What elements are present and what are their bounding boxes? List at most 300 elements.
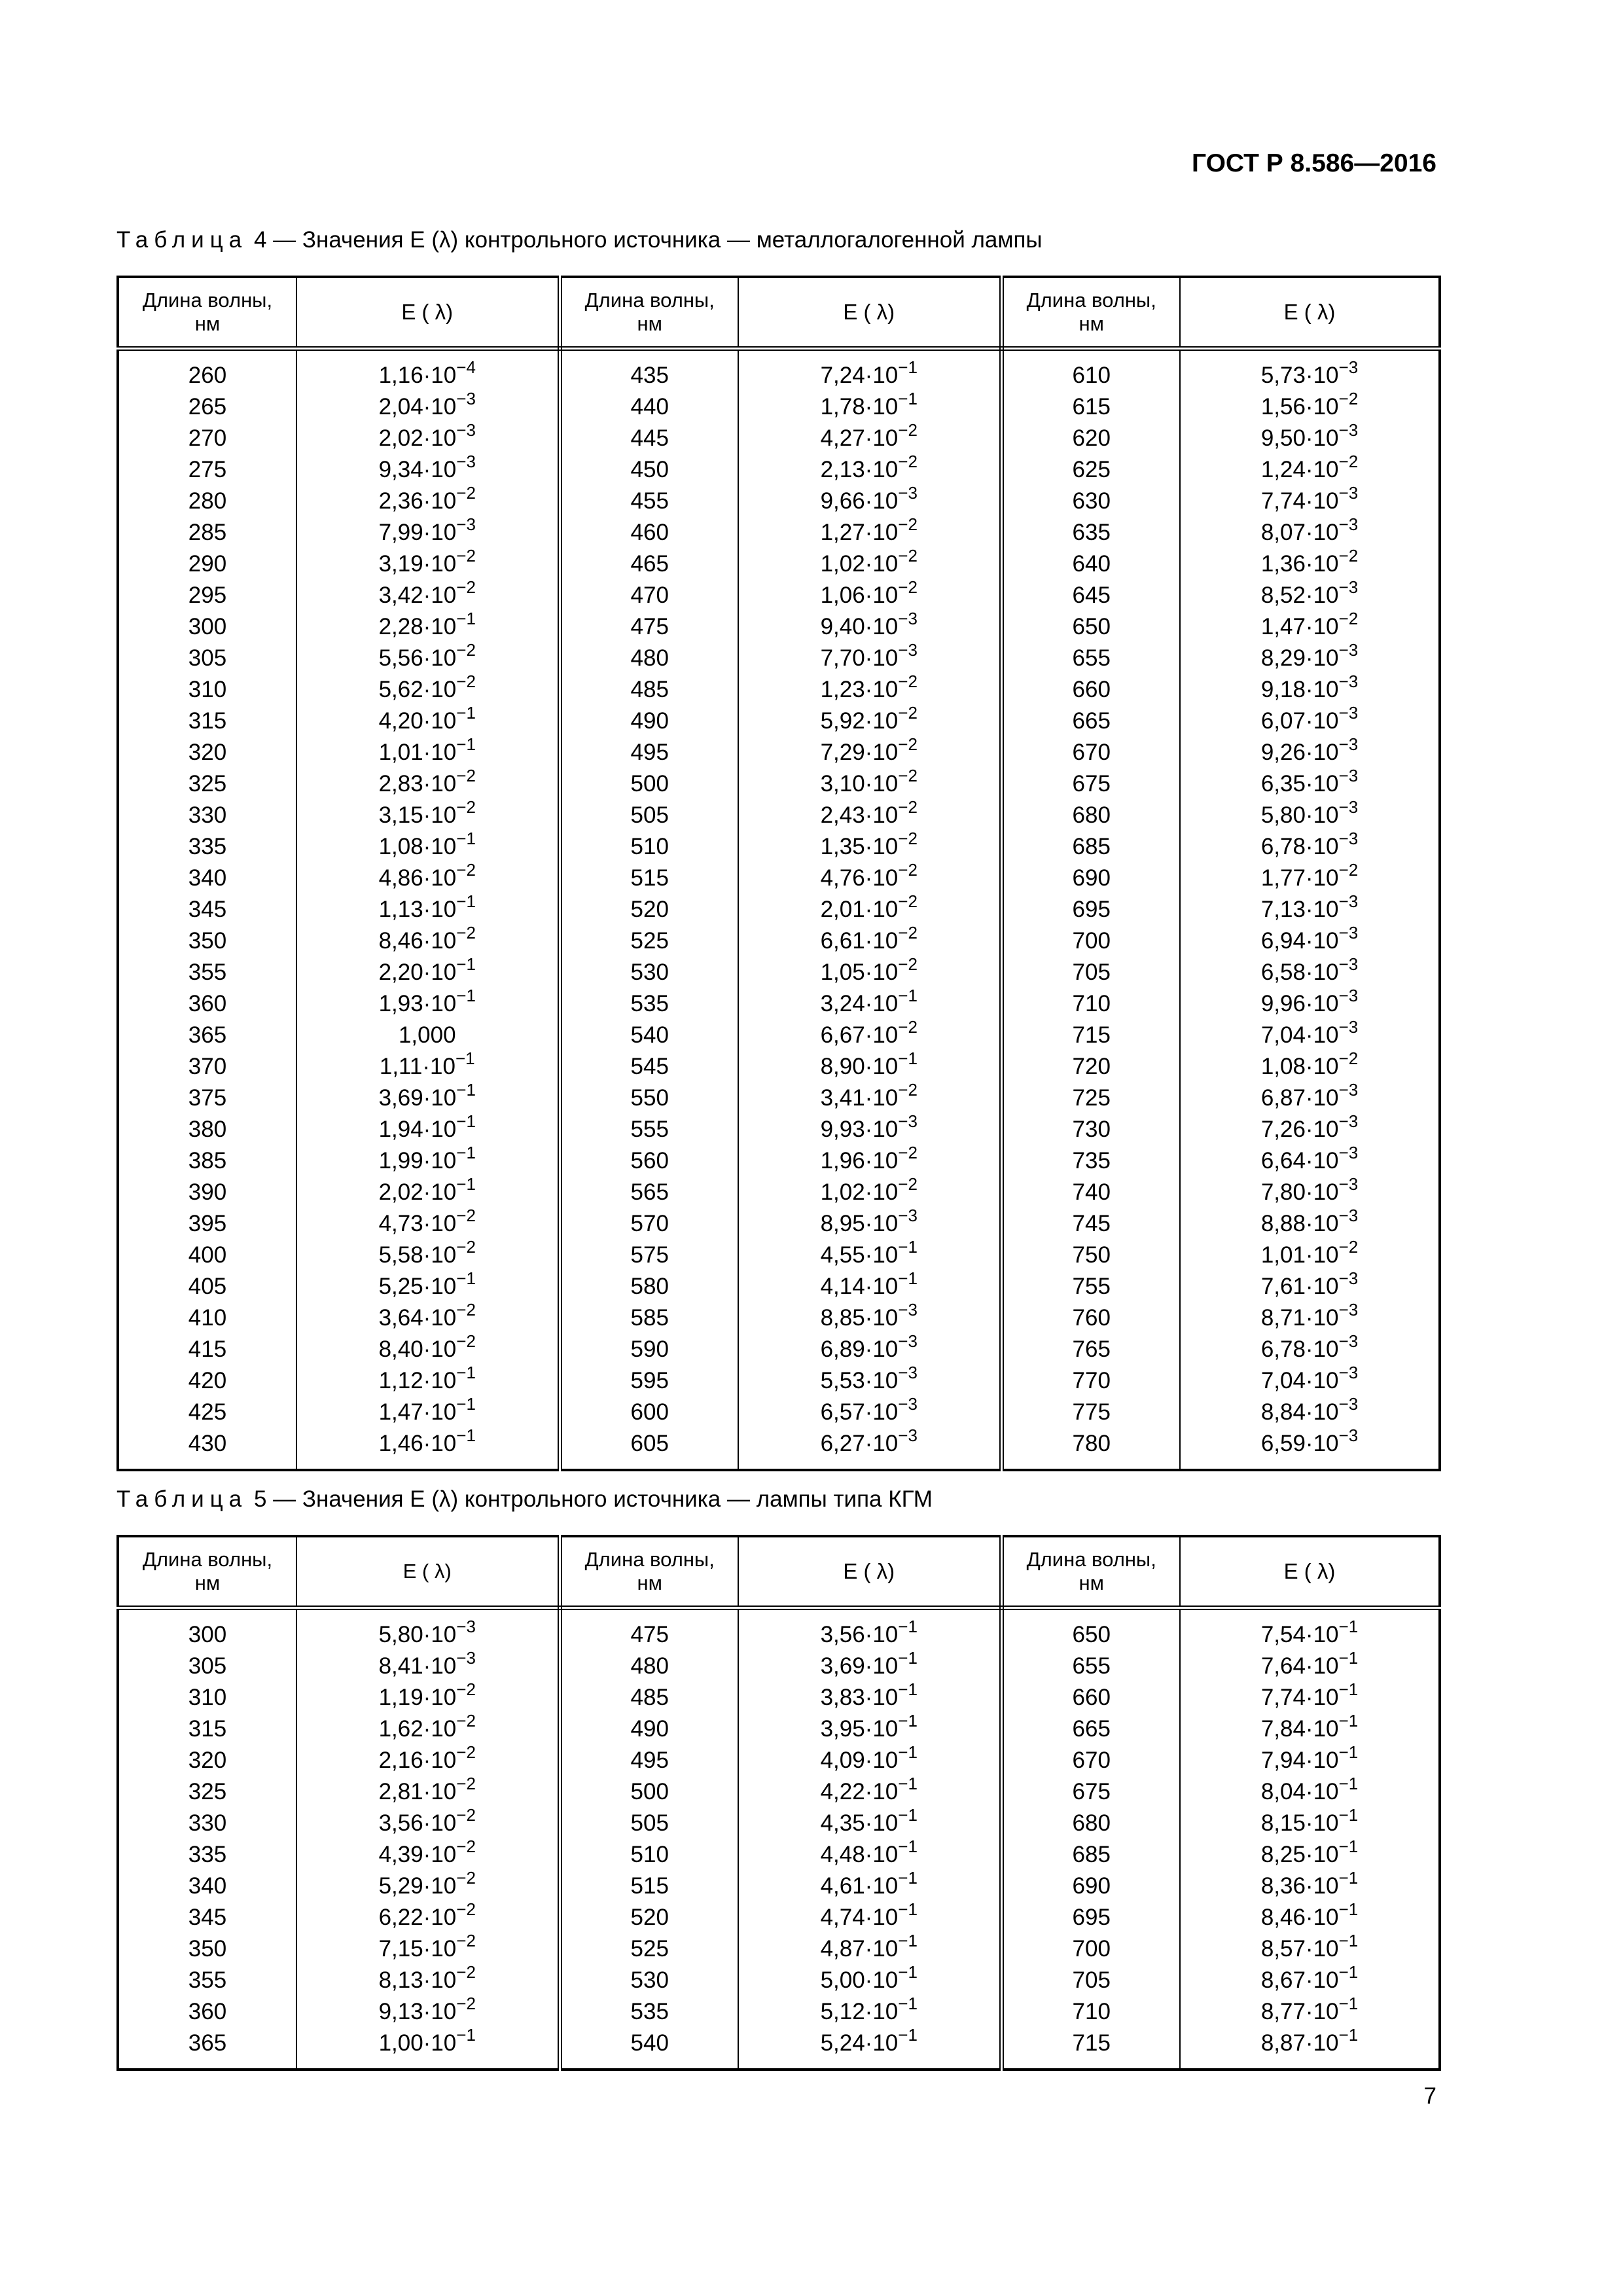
value-mantissa: 1,02·10 [820,551,899,577]
value-mantissa: 1,13·10 [378,897,457,922]
value-mantissa: 1,47·10 [378,1399,457,1425]
wavelength-cell: 300 [118,1608,296,1651]
value-exponent: −2 [456,1774,476,1793]
wavelength-cell: 665 [1001,1713,1180,1745]
document-id: ГОСТ Р 8.586—2016 [1192,149,1436,177]
wavelength-cell: 390 [118,1177,296,1208]
value-cell [738,483,1001,517]
value-cell [296,1868,560,1902]
value-cell [738,1051,1001,1083]
value-exponent: −3 [898,1331,918,1351]
value-mantissa: 1,46·10 [378,1431,457,1456]
wavelength-cell: 420 [118,1365,296,1397]
value-header: E ( λ) [296,277,560,349]
table-row [118,674,1440,706]
value-cell [1180,1839,1440,1871]
wavelength-cell: 535 [560,1996,738,2028]
value-cell [1180,577,1440,611]
value-mantissa: 3,15·10 [378,802,457,828]
table-row [118,423,1440,454]
value-exponent: −1 [456,1143,476,1162]
value-mantissa: 4,48·10 [820,1842,899,1867]
value-exponent: −3 [1338,357,1359,377]
value-exponent: −1 [898,1994,918,2013]
value-mantissa: 9,18·10 [1260,677,1339,702]
table5 [116,1535,1441,2071]
wavelength-header-line1: Длина волны, [584,289,715,312]
value-exponent: −2 [1338,860,1359,880]
value-cell [1180,483,1440,517]
value-exponent: −3 [898,1111,918,1131]
value-exponent: −3 [898,640,918,660]
wavelength-header [560,1536,738,1608]
wavelength-cell: 625 [1001,454,1180,486]
value-mantissa: 6,57·10 [820,1399,899,1425]
value-mantissa: 7,26·10 [1260,1117,1339,1142]
value-cell [296,674,560,706]
wavelength-cell: 635 [1001,517,1180,548]
value-cell [738,1268,1001,1302]
value-exponent: −2 [898,734,918,754]
value-mantissa: 8,95·10 [820,1211,899,1236]
wavelength-cell: 355 [118,1965,296,1996]
value-mantissa: 5,56·10 [378,645,457,671]
value-exponent: −3 [456,1648,476,1668]
value-cell [1180,1805,1440,1839]
value-mantissa: 8,84·10 [1260,1399,1339,1425]
wavelength-cell: 315 [118,706,296,737]
value-cell [296,548,560,580]
wavelength-cell: 715 [1001,2028,1180,2070]
wavelength-cell: 410 [118,1302,296,1334]
value-mantissa: 6,78·10 [1260,834,1339,859]
value-cell [1180,1428,1440,1470]
value-exponent: −2 [1338,1237,1359,1257]
value-cell [738,1428,1001,1470]
value-exponent: −2 [456,577,476,597]
wavelength-cell: 780 [1001,1428,1180,1470]
table-row [118,517,1440,548]
value-cell [296,860,560,894]
value-cell [738,768,1001,800]
value-cell [1180,1080,1440,1114]
wavelength-header [560,277,738,349]
value-cell [738,1237,1001,1271]
table4-body [118,349,1440,1471]
value-mantissa: 8,67·10 [1260,1967,1339,1993]
value-exponent: −3 [898,1300,918,1319]
value-mantissa: 1,08·10 [1260,1054,1339,1079]
value-cell [738,611,1001,643]
wavelength-cell: 385 [118,1145,296,1177]
value-cell [1180,1742,1440,1776]
wavelength-cell: 515 [560,1871,738,1902]
value-exponent: −1 [1338,1899,1359,1919]
value-cell [1180,611,1440,643]
value-mantissa: 7,94·10 [1260,1748,1339,1773]
value-exponent: −2 [456,1711,476,1731]
value-cell [1180,797,1440,831]
table-row [118,1208,1440,1240]
wavelength-cell: 515 [560,863,738,894]
value-exponent: −2 [456,1962,476,1982]
wavelength-cell: 480 [560,1651,738,1682]
wavelength-cell: 310 [118,674,296,706]
value-mantissa: 4,55·10 [820,1242,899,1268]
value-exponent: −2 [456,1899,476,1919]
wavelength-cell: 345 [118,894,296,925]
value-exponent: −2 [1338,609,1359,628]
table-row [118,1020,1440,1051]
value-mantissa: 3,10·10 [820,771,899,797]
value-cell [296,391,560,423]
value-cell [296,1962,560,1996]
wavelength-cell: 695 [1001,894,1180,925]
wavelength-cell: 520 [560,1902,738,1933]
wavelength-cell: 445 [560,423,738,454]
value-cell [738,860,1001,894]
value-exponent: −2 [456,860,476,880]
value-mantissa: 3,69·10 [820,1653,899,1679]
value-cell [1180,514,1440,548]
value-exponent: −2 [898,577,918,597]
value-mantissa: 4,39·10 [378,1842,457,1867]
value-exponent: −1 [456,1080,476,1100]
value-cell [1180,420,1440,454]
value-cell [1180,768,1440,800]
wavelength-cell: 310 [118,1682,296,1713]
wavelength-cell: 365 [118,2028,296,2070]
wavelength-cell: 425 [118,1397,296,1428]
value-cell [296,1020,560,1051]
value-exponent: −2 [456,1679,476,1699]
wavelength-cell: 700 [1001,1933,1180,1965]
wavelength-cell: 655 [1001,643,1180,674]
table-row [118,548,1440,580]
value-mantissa: 2,43·10 [820,802,899,828]
value-cell [738,1996,1001,2028]
value-header: E ( λ) [738,277,1001,349]
table-row [118,1302,1440,1334]
wavelength-cell: 680 [1001,1808,1180,1839]
value-mantissa: 9,40·10 [820,614,899,639]
value-cell [1180,1962,1440,1996]
value-cell [1180,1331,1440,1365]
page-number: 7 [1423,2083,1436,2109]
value-exponent: −1 [456,1426,476,1445]
wavelength-cell: 715 [1001,1020,1180,1051]
value-exponent: −3 [1338,954,1359,974]
value-exponent: −3 [456,389,476,408]
wavelength-cell: 630 [1001,486,1180,517]
value-cell [296,1268,560,1302]
wavelength-cell: 315 [118,1713,296,1745]
value-exponent: −3 [1338,891,1359,911]
wavelength-cell: 510 [560,1839,738,1871]
value-mantissa: 5,80·10 [1260,802,1339,828]
value-exponent: −2 [898,923,918,942]
value-mantissa: 1,77·10 [1260,865,1339,891]
value-exponent: −2 [898,703,918,723]
value-exponent: −3 [1338,672,1359,691]
value-cell [738,1365,1001,1397]
wavelength-cell: 600 [560,1397,738,1428]
wavelength-cell: 670 [1001,737,1180,768]
value-mantissa: 5,29·10 [378,1873,457,1899]
value-mantissa: 8,87·10 [1260,2030,1339,2056]
wavelength-cell: 370 [118,1051,296,1083]
wavelength-cell: 490 [560,706,738,737]
value-cell [1180,1302,1440,1334]
wavelength-cell: 280 [118,486,296,517]
value-exponent: −1 [898,1617,918,1636]
value-exponent: −3 [1338,1426,1359,1445]
wavelength-header [118,1536,296,1608]
value-mantissa: 2,02·10 [378,1179,457,1205]
value-cell [296,954,560,988]
table-row [118,706,1440,737]
value-exponent: −1 [1338,1679,1359,1699]
value-cell [296,734,560,768]
value-cell [738,954,1001,988]
value-cell [738,1933,1001,1965]
wavelength-header [1001,1536,1180,1608]
value-mantissa: 8,46·10 [1260,1905,1339,1930]
value-mantissa: 4,61·10 [820,1873,899,1899]
wavelength-cell: 540 [560,2028,738,2070]
value-exponent: −3 [1338,1268,1359,1288]
table-row [118,2028,1440,2070]
value-cell [738,925,1001,957]
value-exponent: −2 [898,420,918,440]
value-exponent: −1 [898,1679,918,1699]
table-row [118,737,1440,768]
wavelength-cell: 705 [1001,957,1180,988]
value-exponent: −3 [1338,1017,1359,1037]
wavelength-cell: 530 [560,957,738,988]
value-exponent: −3 [1338,923,1359,942]
wavelength-cell: 705 [1001,1965,1180,1996]
value-cell [738,391,1001,423]
value-exponent: −3 [1338,1394,1359,1414]
value-mantissa: 8,77·10 [1260,1999,1339,2024]
value-mantissa: 1,36·10 [1260,551,1339,577]
wavelength-cell: 400 [118,1240,296,1271]
value-cell [1180,860,1440,894]
table4-header-row [118,277,1440,349]
value-exponent: −1 [898,389,918,408]
value-mantissa: 6,07·10 [1260,708,1339,734]
value-cell [738,1868,1001,1902]
wavelength-cell: 365 [118,1020,296,1051]
wavelength-cell: 680 [1001,800,1180,831]
value-exponent: −1 [898,1648,918,1668]
value-mantissa: 4,27·10 [820,425,899,451]
value-mantissa: 1,05·10 [820,960,899,985]
value-exponent: −1 [456,1174,476,1194]
wavelength-cell: 720 [1001,1051,1180,1083]
value-exponent: −1 [1338,1648,1359,1668]
wavelength-cell: 495 [560,1745,738,1776]
value-mantissa: 6,27·10 [820,1431,899,1456]
value-mantissa: 8,57·10 [1260,1936,1339,1962]
wavelength-header-unit: нм [194,312,221,335]
value-mantissa: 1,02·10 [820,1179,899,1205]
wavelength-header-line1: Длина волны, [1026,1548,1156,1571]
value-cell [296,1805,560,1839]
value-mantissa: 6,87·10 [1260,1085,1339,1111]
value-exponent: −3 [1338,420,1359,440]
table-row [118,925,1440,957]
value-mantissa: 9,66·10 [820,488,899,514]
value-mantissa: 6,94·10 [1260,928,1339,954]
value-mantissa: 6,67·10 [820,1022,899,1048]
value-cell [738,1608,1001,1651]
value-exponent: −2 [456,1206,476,1225]
value-mantissa: 1,16·10 [378,363,457,388]
value-mantissa: 5,80·10 [378,1622,457,1647]
wavelength-cell: 605 [560,1428,738,1470]
value-exponent: −2 [1338,546,1359,565]
wavelength-cell: 745 [1001,1208,1180,1240]
wavelength-cell: 395 [118,1208,296,1240]
value-mantissa: 5,12·10 [820,1999,899,2024]
value-mantissa: 1,12·10 [378,1368,457,1393]
value-mantissa: 1,19·10 [378,1685,457,1710]
table-row [118,1608,1440,1651]
value-cell [296,768,560,800]
value-exponent: −2 [456,797,476,817]
value-mantissa: 1,00·10 [378,2030,457,2056]
value-exponent: −1 [1338,1994,1359,2013]
value-cell [738,1145,1001,1177]
value-mantissa: 6,59·10 [1260,1431,1339,1456]
value-mantissa: 4,86·10 [378,865,457,891]
value-cell [738,891,1001,925]
value-mantissa: 2,16·10 [378,1748,457,1773]
wavelength-cell: 335 [118,831,296,863]
value-mantissa: 1,24·10 [1260,457,1339,482]
wavelength-cell: 565 [560,1177,738,1208]
value-cell [296,1839,560,1871]
value-mantissa: 5,73·10 [1260,363,1339,388]
value-mantissa: 1,93·10 [378,991,457,1016]
value-exponent: −3 [1338,1331,1359,1351]
wavelength-cell: 760 [1001,1302,1180,1334]
value-mantissa: 8,04·10 [1260,1779,1339,1804]
wavelength-cell: 590 [560,1334,738,1365]
value-cell [296,1713,560,1745]
wavelength-cell: 355 [118,957,296,988]
value-cell [1180,674,1440,706]
wavelength-cell: 430 [118,1428,296,1470]
table-row [118,1177,1440,1208]
value-cell [738,349,1001,392]
value-exponent: −3 [1338,1111,1359,1131]
table5-body [118,1608,1440,2070]
value-cell [296,1208,560,1240]
value-cell [1180,1111,1440,1145]
table-row [118,1651,1440,1682]
value-cell [738,1742,1001,1776]
value-cell [738,548,1001,580]
wavelength-cell: 295 [118,580,296,611]
value-exponent: −1 [456,1111,476,1131]
value-mantissa: 3,56·10 [820,1622,899,1647]
value-mantissa: 9,26·10 [1260,740,1339,765]
value-exponent: −1 [1338,2025,1359,2045]
value-exponent: −1 [898,2025,918,2045]
wavelength-cell: 610 [1001,349,1180,392]
table-row [118,1051,1440,1083]
value-cell [1180,891,1440,925]
value-exponent: −2 [456,1931,476,1950]
value-cell [1180,1996,1440,2028]
value-exponent: −2 [898,1017,918,1037]
value-mantissa: 8,85·10 [820,1305,899,1331]
value-exponent: −2 [456,1868,476,1888]
table-row [118,800,1440,831]
value-exponent: −2 [456,640,476,660]
wavelength-cell: 375 [118,1083,296,1114]
value-cell [738,420,1001,454]
table-row [118,1871,1440,1902]
value-cell [296,640,560,674]
wavelength-cell: 320 [118,1745,296,1776]
value-cell [296,483,560,517]
value-exponent: −1 [455,1049,475,1068]
value-mantissa: 8,90·10 [820,1054,899,1079]
value-cell [738,2025,1001,2070]
wavelength-cell: 260 [118,349,296,392]
value-mantissa: 1,56·10 [1260,394,1339,420]
value-cell [1180,640,1440,674]
value-mantissa: 8,88·10 [1260,1211,1339,1236]
wavelength-cell: 620 [1001,423,1180,454]
wavelength-header-unit: нм [637,312,662,335]
value-mantissa: 4,22·10 [820,1779,899,1804]
wavelength-cell: 500 [560,1776,738,1808]
value-cell [296,1302,560,1334]
value-cell [296,1776,560,1808]
value-mantissa: 4,09·10 [820,1748,899,1773]
value-exponent: −2 [456,923,476,942]
wavelength-cell: 690 [1001,1871,1180,1902]
wavelength-cell: 730 [1001,1114,1180,1145]
value-mantissa: 7,29·10 [820,740,899,765]
value-mantissa: 3,83·10 [820,1685,899,1710]
wavelength-cell: 650 [1001,611,1180,643]
wavelength-cell: 535 [560,988,738,1020]
wavelength-cell: 495 [560,737,738,768]
wavelength-cell: 585 [560,1302,738,1334]
wavelength-cell: 505 [560,1808,738,1839]
value-exponent: −3 [456,420,476,440]
value-exponent: −2 [898,1080,918,1100]
value-cell [296,1237,560,1271]
value-cell [738,1302,1001,1334]
table-row [118,454,1440,486]
value-cell [296,1933,560,1965]
value-exponent: −1 [456,829,476,848]
table-row [118,863,1440,894]
value-exponent: −2 [456,1331,476,1351]
value-exponent: −1 [1338,1837,1359,1856]
value-exponent: −2 [898,891,918,911]
value-mantissa: 8,07·10 [1260,520,1339,545]
table-row [118,831,1440,863]
value-cell [738,988,1001,1020]
